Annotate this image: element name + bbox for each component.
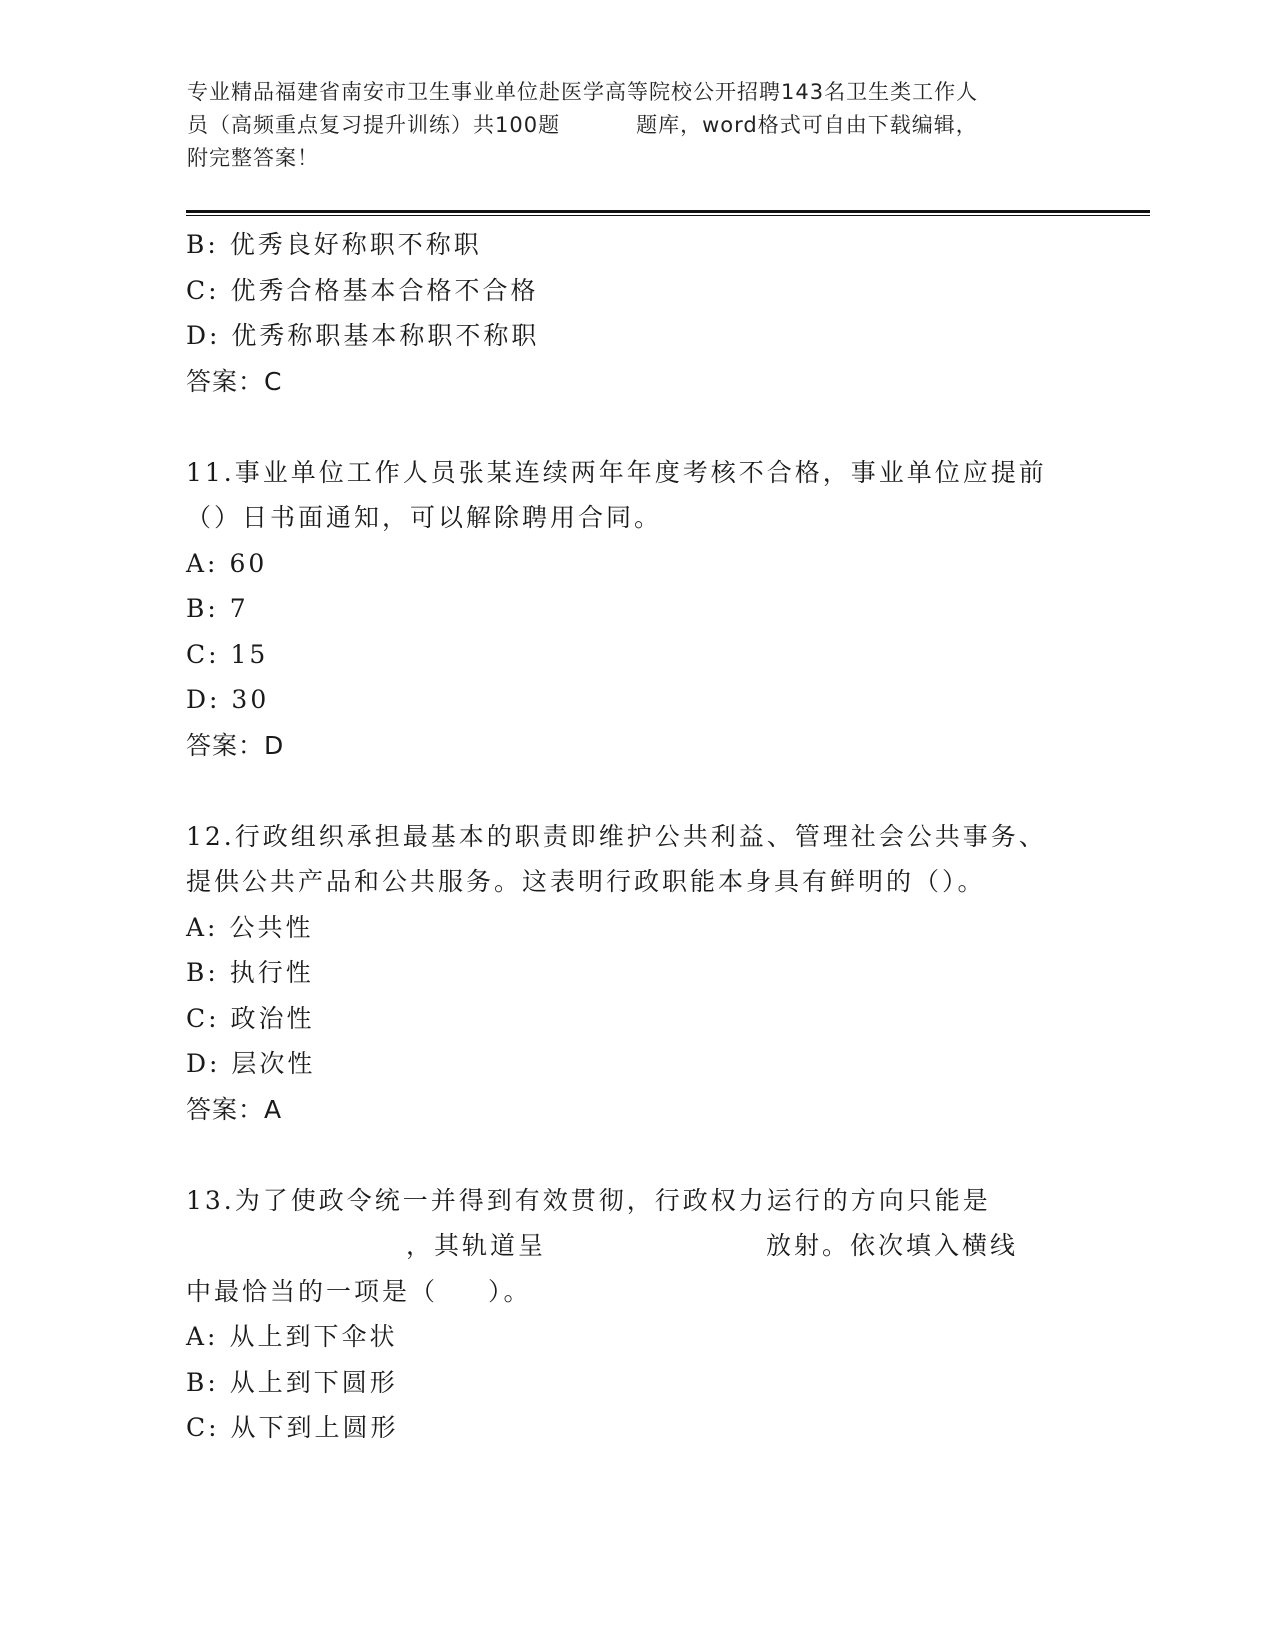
question-13-stem-line-2 [186, 1223, 1106, 1269]
question-spacer [186, 404, 1106, 450]
option-label: B: [186, 1367, 219, 1397]
option-label: B: [186, 594, 219, 623]
question-11-stem-line-2: （）日书面通知，可以解除聘用合同。 [186, 503, 663, 532]
option-text: 政治性 [230, 1003, 315, 1033]
option-text: 优秀合格基本合格不合格 [230, 275, 539, 305]
option-d [186, 313, 1106, 359]
option-text: 7 [229, 594, 249, 623]
option-text: 30 [231, 685, 270, 714]
option-d [186, 1041, 1106, 1087]
stem-text: 中最恰当的一项是（ [186, 1276, 439, 1306]
option-text: 公共性 [229, 912, 314, 942]
option-label: A: [186, 548, 219, 578]
option-text: 优秀称职基本称职不称职 [231, 321, 540, 350]
stem-text: ，其轨道呈 [406, 1231, 547, 1260]
option-text: 从下到上圆形 [230, 1413, 399, 1442]
question-11-stem-line-1: 11.事业单位工作人员张某连续两年年度考核不合格，事业单位应提前 [186, 457, 1047, 487]
header-line-2 [187, 109, 1087, 142]
question-13-stem-line-3 [186, 1269, 1106, 1315]
header-line-3: 附完整答案！ [187, 146, 319, 170]
option-a [186, 541, 1106, 587]
answer-line: 答案：A [186, 1094, 283, 1124]
option-b [186, 1360, 1106, 1406]
option-b [186, 222, 1106, 268]
option-label: C: [186, 639, 220, 669]
option-b [186, 950, 1106, 996]
option-text: 层次性 [231, 1049, 316, 1078]
header-line-2-part-1: 员（高频重点复习提升训练）共100题 [187, 113, 561, 137]
answer-line: 答案：C [186, 366, 283, 396]
question-13-stem-line-1: 13.为了使政令统一并得到有效贯彻，行政权力运行的方向只能是 [186, 1185, 991, 1215]
option-c [186, 632, 1106, 678]
header-divider-thin [186, 215, 1150, 216]
option-a [186, 1314, 1106, 1360]
option-text: 15 [230, 639, 269, 669]
question-spacer [186, 1132, 1106, 1178]
stem-text: ）。 [488, 1276, 532, 1306]
option-label: B: [186, 230, 219, 259]
option-label: A: [186, 912, 219, 942]
option-a [186, 905, 1106, 951]
option-b [186, 586, 1106, 632]
question-body [186, 222, 1106, 1451]
question-12-stem-line-2: 提供公共产品和公共服务。这表明行政职能本身具有鲜明的（）。 [186, 867, 986, 896]
header-divider-thick [186, 210, 1150, 213]
header-line-2-part-2: 题库，word格式可自由下载编辑， [636, 113, 978, 137]
document-header [187, 76, 1087, 175]
option-text: 60 [229, 548, 268, 578]
option-label: C: [186, 1003, 220, 1033]
option-text: 从上到下伞状 [229, 1322, 398, 1351]
option-text: 从上到下圆形 [229, 1367, 398, 1397]
question-spacer [186, 768, 1106, 814]
header-line-1: 专业精品福建省南安市卫生事业单位赴医学高等院校公开招聘143名卫生类工作人 [187, 80, 979, 104]
option-d [186, 677, 1106, 723]
option-label: D: [186, 321, 221, 350]
option-label: A: [186, 1322, 219, 1351]
option-text: 优秀良好称职不称职 [229, 230, 482, 259]
option-c [186, 996, 1106, 1042]
option-label: D: [186, 685, 221, 714]
option-text: 执行性 [229, 958, 314, 987]
option-label: B: [186, 958, 219, 987]
option-c [186, 1405, 1106, 1451]
answer-line: 答案：D [186, 730, 285, 760]
question-12-stem-line-1: 12.行政组织承担最基本的职责即维护公共利益、管理社会公共事务、 [186, 821, 1047, 851]
option-label: C: [186, 275, 220, 305]
option-c [186, 268, 1106, 314]
stem-text: 放射。依次填入横线 [766, 1231, 1019, 1260]
option-label: C: [186, 1413, 220, 1442]
option-label: D: [186, 1049, 221, 1078]
